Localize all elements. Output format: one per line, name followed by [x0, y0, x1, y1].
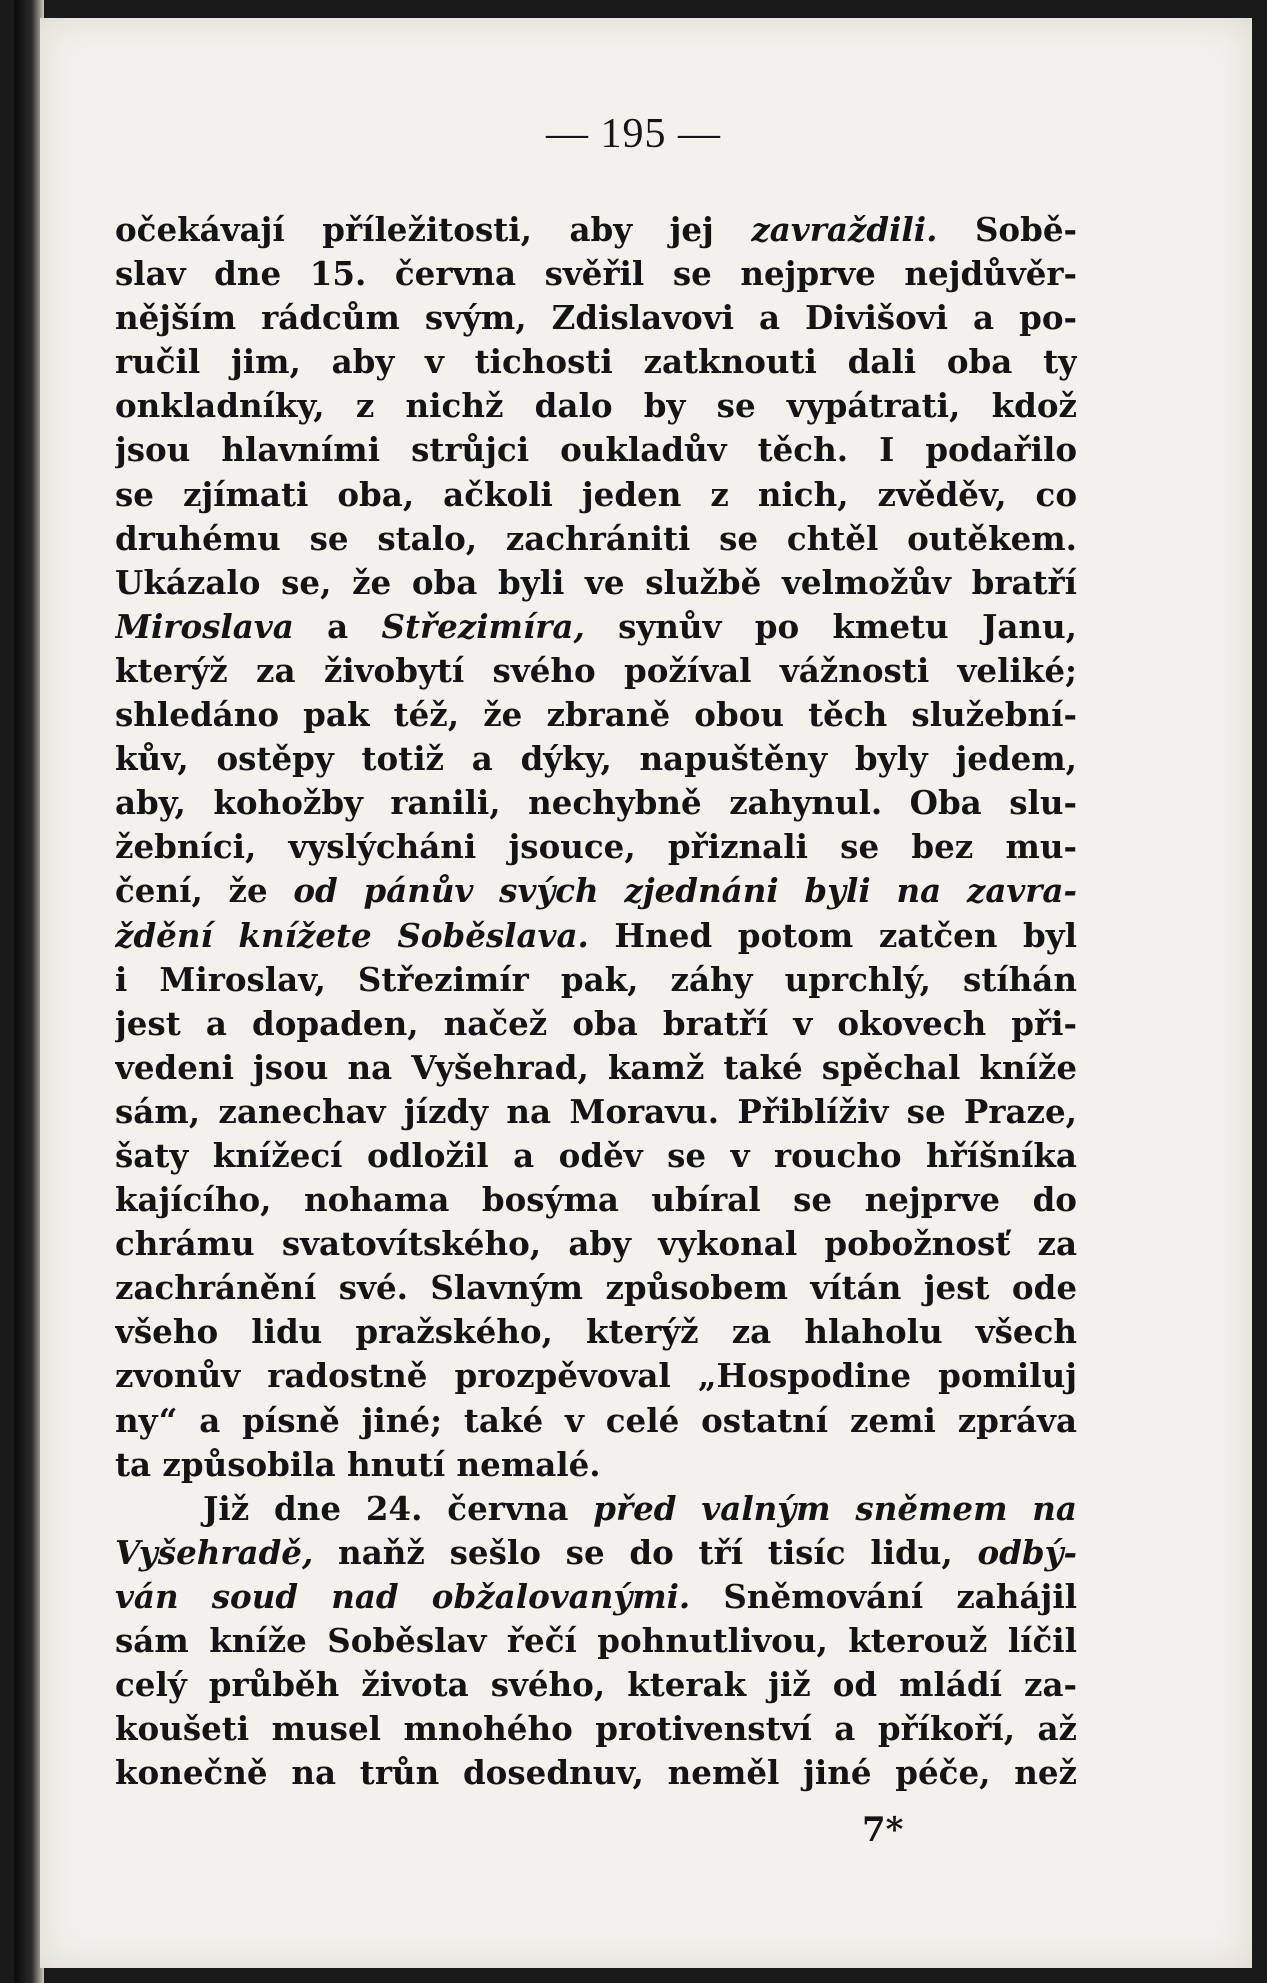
text-line: jsou hlavními strůjci oukladův těch. I podařilo — [115, 430, 1077, 470]
text-line: kajícího, nohama bosýma ubíral se nejprve do — [115, 1180, 1077, 1220]
text-line: šaty knížecí odložil a oděv se v roucho hříšníka — [115, 1135, 1077, 1175]
text-line: i Miroslav, Střezimír pak, záhy uprchlý, stíhán — [115, 959, 1077, 999]
body-text — [115, 208, 1077, 1795]
text-line: vedeni jsou na Vyšehrad, kamž také spěchal kníže — [115, 1047, 1077, 1087]
text-line: onkladníky, z nichž dalo by se vypátrati, kdož — [115, 386, 1077, 426]
text-line: sám, zanechav jízdy na Moravu. Přiblíživ se Praze, — [115, 1091, 1077, 1131]
text-line: ny“ a písně jiné; také v celé ostatní zemi zpráva — [115, 1400, 1077, 1440]
text-line: kterýž za živobytí svého požíval vážnosti veliké; — [115, 650, 1077, 690]
page-number: — 195 — — [546, 111, 721, 157]
text-line: ta způsobila hnutí nemalé. — [115, 1444, 601, 1484]
text-line: zvonův radostně prozpěvoval „Hospodine pomiluj — [115, 1356, 1077, 1396]
text-line: Již dne 24. června před valným sněmem na — [203, 1488, 1077, 1528]
text-line: jest a dopaden, načež oba bratří v okovech při- — [115, 1003, 1077, 1043]
text-line: zachránění své. Slavným způsobem vítán jest ode — [115, 1268, 1077, 1308]
text-line: koušeti musel mnohého protivenství a příkoří, až — [115, 1709, 1077, 1749]
text-line: chrámu svatovítského, aby vykonal pobožnosť za — [115, 1224, 1077, 1264]
signature-mark: 7* — [862, 1810, 904, 1850]
text-line: ručil jim, aby v tichosti zatknouti dali oba ty — [115, 342, 1077, 382]
text-line: aby, kohožby ranili, nechybně zahynul. Oba slu- — [115, 783, 1077, 823]
text-line: se zjímati oba, ačkoli jeden z nich, zvěděv, co — [115, 474, 1077, 514]
text-line: shledáno pak též, že zbraně obou těch služební- — [115, 695, 1077, 735]
text-line: všeho lidu pražského, kterýž za hlaholu všech — [115, 1312, 1077, 1352]
text-line: celý průběh života svého, kterak již od mládí za- — [115, 1665, 1077, 1705]
text-line: ždění knížete Soběslava. Hned potom zatčen byl — [115, 915, 1077, 955]
text-line: slav dne 15. června svěřil se nejprve nejdůvěr- — [115, 254, 1077, 294]
text-line: Ukázalo se, že oba byli ve službě velmožův bratří — [115, 562, 1077, 602]
text-line: čení, že od pánův svých zjednáni byli na zavra- — [115, 871, 1077, 911]
text-line: konečně na trůn dosednuv, neměl jiné péče, než — [115, 1753, 1077, 1793]
text-line: nějším rádcům svým, Zdislavovi a Divišovi a po- — [115, 298, 1077, 338]
text-line: Vyšehradě, naňž sešlo se do tří tisíc lidu, odbý- — [115, 1532, 1077, 1572]
text-line: Miroslava a Střezimíra, synův po kmetu Janu, — [115, 606, 1077, 646]
text-line: očekávají příležitosti, aby jej zavraždili. Sobě- — [115, 210, 1077, 249]
text-line: sám kníže Soběslav řečí pohnutlivou, kterouž líčil — [115, 1621, 1077, 1660]
text-line: ván soud nad obžalovanými. Sněmování zahájil — [115, 1576, 1077, 1616]
text-line: kův, ostěpy totiž a dýky, napuštěny byly jedem, — [115, 739, 1077, 779]
text-line: žebníci, vyslýcháni jsouce, přiznali se bez mu- — [115, 827, 1077, 867]
text-line: druhému se stalo, zachrániti se chtěl outěkem. — [115, 518, 1077, 558]
